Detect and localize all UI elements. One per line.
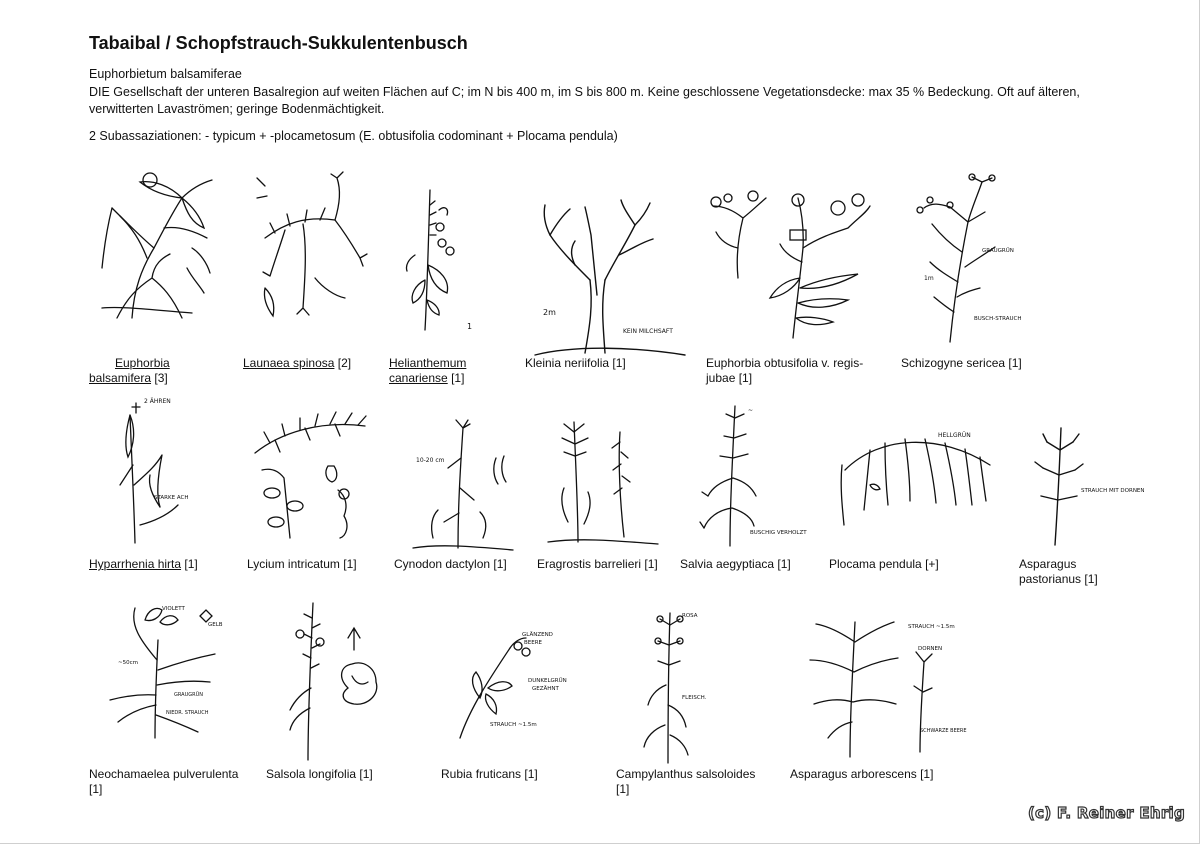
kleinia-neriifolia-sketch bbox=[535, 195, 685, 355]
species-name: Asparagus pastorianus bbox=[1019, 557, 1082, 586]
asparagus-arborescens-sketch bbox=[800, 612, 970, 760]
abundance: [3] bbox=[154, 371, 168, 385]
schizogyne-sericea-sketch bbox=[910, 172, 1030, 347]
caption-euphorbia-obtusifolia bbox=[706, 356, 884, 386]
association-name: Euphorbietum balsamiferae bbox=[89, 67, 242, 81]
caption-salsola-longifolia bbox=[266, 767, 406, 782]
abundance: [1] bbox=[524, 767, 538, 781]
caption-neochamaelea-pulverulenta bbox=[89, 767, 254, 797]
abundance: [1] bbox=[1084, 572, 1098, 586]
species-name: Campylanthus salsoloides bbox=[616, 767, 756, 781]
lycium-intricatum-sketch bbox=[250, 398, 370, 548]
note-gezaehnt: GEZÄHNT bbox=[532, 686, 559, 692]
caption-launaea-spinosa bbox=[243, 356, 383, 371]
caption-lycium-intricatum bbox=[247, 557, 387, 572]
note-rosa: ROSA bbox=[682, 613, 698, 619]
salsola-longifolia-sketch bbox=[268, 598, 388, 763]
species-name: Plocama pendula bbox=[829, 557, 922, 571]
note-ach: STARKE ACH bbox=[154, 495, 189, 501]
caption-kleinia-neriifolia bbox=[525, 356, 665, 371]
species-name[interactable]: Hyparrhenia hirta bbox=[89, 557, 182, 571]
abundance: [1] bbox=[777, 557, 791, 571]
eragrostis-barrelieri-sketch bbox=[548, 412, 658, 547]
caption-plocama-pendula bbox=[829, 557, 969, 572]
note-graugruen: GRAUGRÜN bbox=[982, 248, 1014, 254]
launaea-spinosa-sketch bbox=[245, 168, 375, 328]
helianthemum-canariense-sketch bbox=[395, 185, 480, 335]
species-name: Salvia aegyptiaca bbox=[680, 557, 775, 571]
note-busch: BUSCH-STRAUCH bbox=[974, 316, 1022, 322]
caption-campylanthus-salsoloides bbox=[616, 767, 766, 797]
note-beere: BEERE bbox=[524, 640, 543, 646]
page-title: Tabaibal / Schopfstrauch-Sukkulentenbusch bbox=[89, 33, 468, 53]
abundance: [1] bbox=[493, 557, 507, 571]
note-glaenzend: GLÄNZEND bbox=[522, 632, 553, 638]
caption-asparagus-pastorianus bbox=[1019, 557, 1109, 587]
salvia-aegyptiaca-sketch bbox=[690, 398, 807, 548]
rubia-fruticans-sketch bbox=[450, 628, 600, 743]
campylanthus-salsoloides-sketch bbox=[620, 605, 720, 765]
abundance: [1] bbox=[612, 356, 626, 370]
note-fleisch: FLEISCH. bbox=[682, 695, 707, 701]
abundance: [1] bbox=[616, 782, 630, 796]
note-dornen: STRAUCH MIT DORNEN bbox=[1081, 488, 1145, 494]
species-name: Eragrostis barrelieri bbox=[537, 557, 642, 571]
note-height: 10-20 cm bbox=[416, 457, 445, 464]
euphorbia-obtusifolia-sketch bbox=[708, 188, 873, 343]
species-name[interactable]: Euphorbia balsamifera bbox=[89, 356, 170, 385]
caption-hyparrhenia-hirta bbox=[89, 557, 239, 572]
abundance: [1] bbox=[359, 767, 373, 781]
species-name: Salsola longifolia bbox=[266, 767, 357, 781]
note-graugruen: GRAUGRÜN bbox=[174, 692, 203, 698]
species-name: Rubia fruticans bbox=[441, 767, 522, 781]
euphorbia-balsamifera-sketch bbox=[92, 168, 222, 330]
association-description: DIE Gesellschaft der unteren Basalregion auf weiten Flächen auf C; im N bis 400 m, im S bis 800 m. Keine geschlossene Vegetationsdecke: max 35 % Bedeckung. Oft auf älteren, verwitterten Lavaströmen; geringe Bodenmächtigkeit. bbox=[89, 85, 1080, 116]
abundance: [+] bbox=[925, 557, 939, 571]
note-dornen: DORNEN bbox=[918, 646, 943, 652]
species-name: Lycium intricatum bbox=[247, 557, 340, 571]
note-1: 1 bbox=[467, 322, 473, 331]
note-height: 2m bbox=[543, 308, 556, 317]
species-name: Cynodon dactylon bbox=[394, 557, 491, 571]
note-beere: SCHWARZE BEERE bbox=[920, 728, 967, 734]
plocama-pendula-sketch bbox=[830, 425, 995, 545]
cynodon-dactylon-sketch bbox=[408, 418, 516, 553]
species-name: Euphorbia obtusifolia v. regis-jubae bbox=[706, 356, 864, 385]
note-strauch: STRAUCH ~1.5m bbox=[490, 722, 537, 728]
neochamaelea-pulverulenta-sketch bbox=[100, 600, 230, 740]
note-violett: VIOLETT bbox=[162, 606, 185, 612]
caption-schizogyne-sericea bbox=[901, 356, 1041, 371]
note-height: ~50cm bbox=[118, 660, 138, 666]
species-name: Neochamaelea pulverulenta bbox=[89, 767, 239, 781]
abundance: [1] bbox=[1008, 356, 1022, 370]
abundance: [1] bbox=[738, 371, 753, 385]
note-dunkelgruen: DUNKELGRÜN bbox=[528, 678, 567, 684]
caption-euphorbia-balsamifera bbox=[89, 356, 189, 384]
abundance: [1] bbox=[644, 557, 658, 571]
note-aehren: 2 ÄHREN bbox=[144, 398, 171, 405]
note-hellgruen: HELLGRÜN bbox=[938, 432, 971, 439]
caption-helianthemum-canariense bbox=[389, 356, 489, 386]
note-milchsaft: KEIN MILCHSAFT bbox=[623, 328, 673, 335]
caption-rubia-fruticans bbox=[441, 767, 581, 782]
asparagus-pastorianus-sketch bbox=[1025, 420, 1145, 548]
abundance: [2] bbox=[337, 356, 352, 370]
species-name[interactable]: Launaea spinosa bbox=[243, 356, 335, 370]
abundance: [1] bbox=[920, 767, 934, 781]
species-name: Kleinia neriifolia bbox=[525, 356, 610, 370]
note-gelb: GELB bbox=[208, 622, 223, 628]
copyright-notice: (c) F. Reiner Ehrig bbox=[1028, 804, 1186, 822]
abundance: [1] bbox=[184, 557, 198, 571]
species-name: Asparagus arborescens bbox=[790, 767, 917, 781]
caption-eragrostis-barrelieri bbox=[537, 557, 677, 572]
abundance: [1] bbox=[451, 371, 465, 385]
hyparrhenia-hirta-sketch bbox=[100, 395, 190, 545]
caption-cynodon-dactylon bbox=[394, 557, 534, 572]
note-strauch: STRAUCH ~1.5m bbox=[908, 624, 955, 630]
abundance: [1] bbox=[89, 782, 103, 796]
note-buschig: BUSCHIG VERHOLZT bbox=[750, 530, 807, 536]
caption-salvia-aegyptiaca bbox=[680, 557, 820, 572]
abundance: [1] bbox=[343, 557, 357, 571]
species-name: Schizogyne sericea bbox=[901, 356, 1006, 370]
note-strauch: NIEDR. STRAUCH bbox=[166, 710, 209, 716]
caption-asparagus-arborescens bbox=[790, 767, 960, 782]
subassociations-text: 2 Subassaziationen: - typicum + -plocametosum (E. obtusifolia codominant + Plocama pendula) bbox=[89, 129, 618, 143]
note-height: 1m bbox=[924, 275, 934, 282]
species-name[interactable]: Helianthemum canariense bbox=[389, 356, 467, 385]
note-violett: ~ bbox=[748, 407, 754, 414]
